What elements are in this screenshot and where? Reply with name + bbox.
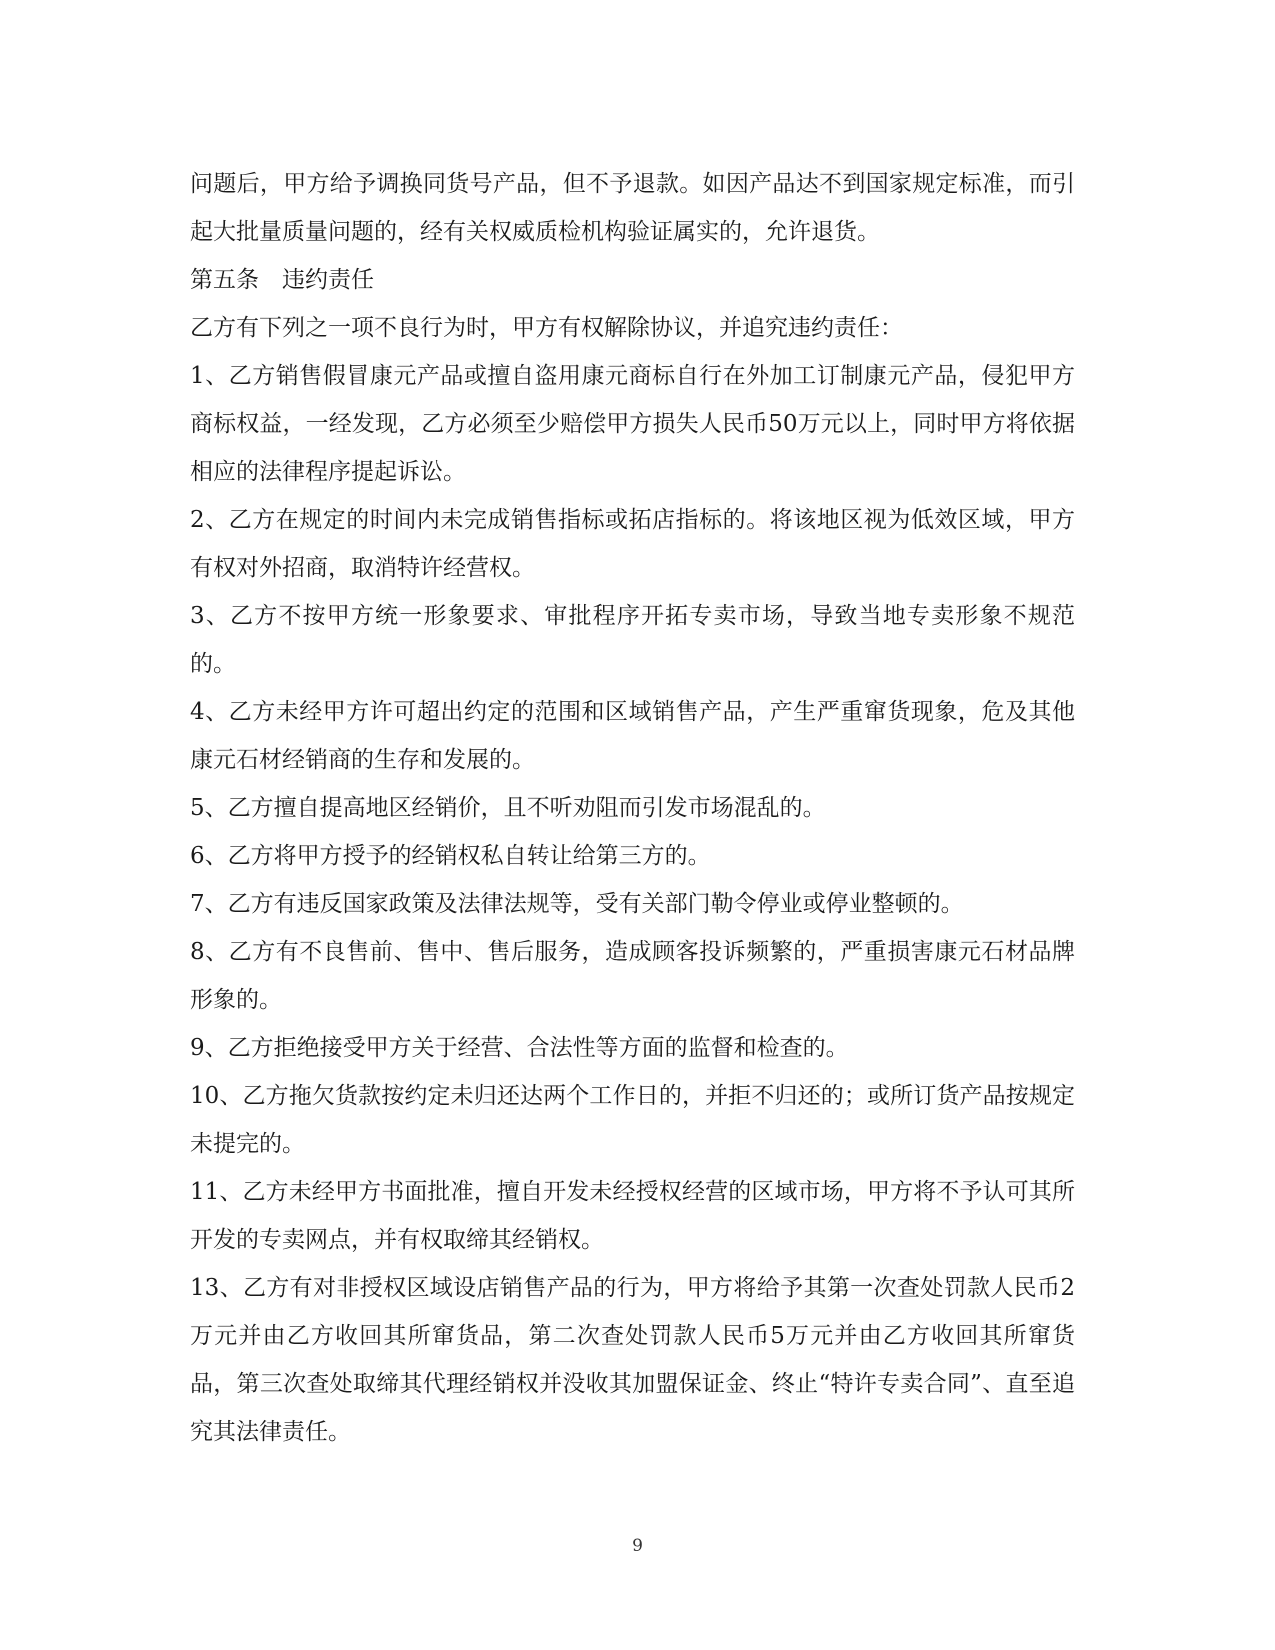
clause-item-5: 5、乙方擅自提高地区经销价，且不听劝阻而引发市场混乱的。 [190, 795, 826, 821]
clause-item-8: 8、乙方有不良售前、售中、售后服务，造成顾客投诉频繁的，严重损害康元石材品牌形象的。 [190, 939, 1075, 1013]
paragraph-continuation: 问题后，甲方给予调换同货号产品，但不予退款。如因产品达不到国家规定标准，而引起大批量质量问题的，经有关权威质检机构验证属实的，允许退货。 [190, 171, 1075, 245]
clause-item-2: 2、乙方在规定的时间内未完成销售指标或拓店指标的。将该地区视为低效区域，甲方有权对外招商，取消特许经营权。 [190, 507, 1075, 581]
section-heading: 第五条 违约责任 [190, 267, 374, 293]
clause-item-10: 10、乙方拖欠货款按约定未归还达两个工作日的，并拒不归还的；或所订货产品按规定未提完的。 [190, 1083, 1075, 1157]
clause-item-1: 1、乙方销售假冒康元产品或擅自盗用康元商标自行在外加工订制康元产品，侵犯甲方商标权益，一经发现，乙方必须至少赔偿甲方损失人民币50万元以上，同时甲方将依据相应的法律程序提起诉讼。 [190, 363, 1075, 485]
clause-item-4: 4、乙方未经甲方许可超出约定的范围和区域销售产品，产生严重窜货现象，危及其他康元石材经销商的生存和发展的。 [190, 699, 1075, 773]
clause-item-11: 11、乙方未经甲方书面批准，擅自开发未经授权经营的区域市场，甲方将不予认可其所开发的专卖网点，并有权取缔其经销权。 [190, 1179, 1075, 1253]
clause-item-3: 3、乙方不按甲方统一形象要求、审批程序开拓专卖市场，导致当地专卖形象不规范的。 [190, 603, 1075, 677]
clause-item-6: 6、乙方将甲方授予的经销权私自转让给第三方的。 [190, 843, 711, 869]
page-number: 9 [632, 1536, 643, 1556]
clause-item-9: 9、乙方拒绝接受甲方关于经营、合法性等方面的监督和检查的。 [190, 1035, 849, 1061]
section-intro: 乙方有下列之一项不良行为时，甲方有权解除协议，并追究违约责任： [190, 315, 903, 341]
clause-item-13: 13、乙方有对非授权区域设店销售产品的行为，甲方将给予其第一次查处罚款人民币2万元并由乙方收回其所窜货品，第二次查处罚款人民币5万元并由乙方收回其所窜货品，第三次查处取缔其代理经销权并没收其加盟保证金、终止“特许专卖合同”、直至追究其法律责任。 [190, 1275, 1075, 1445]
clause-item-7: 7、乙方有违反国家政策及法律法规等，受有关部门勒令停业或停业整顿的。 [190, 891, 964, 917]
page-content [190, 160, 1075, 1456]
